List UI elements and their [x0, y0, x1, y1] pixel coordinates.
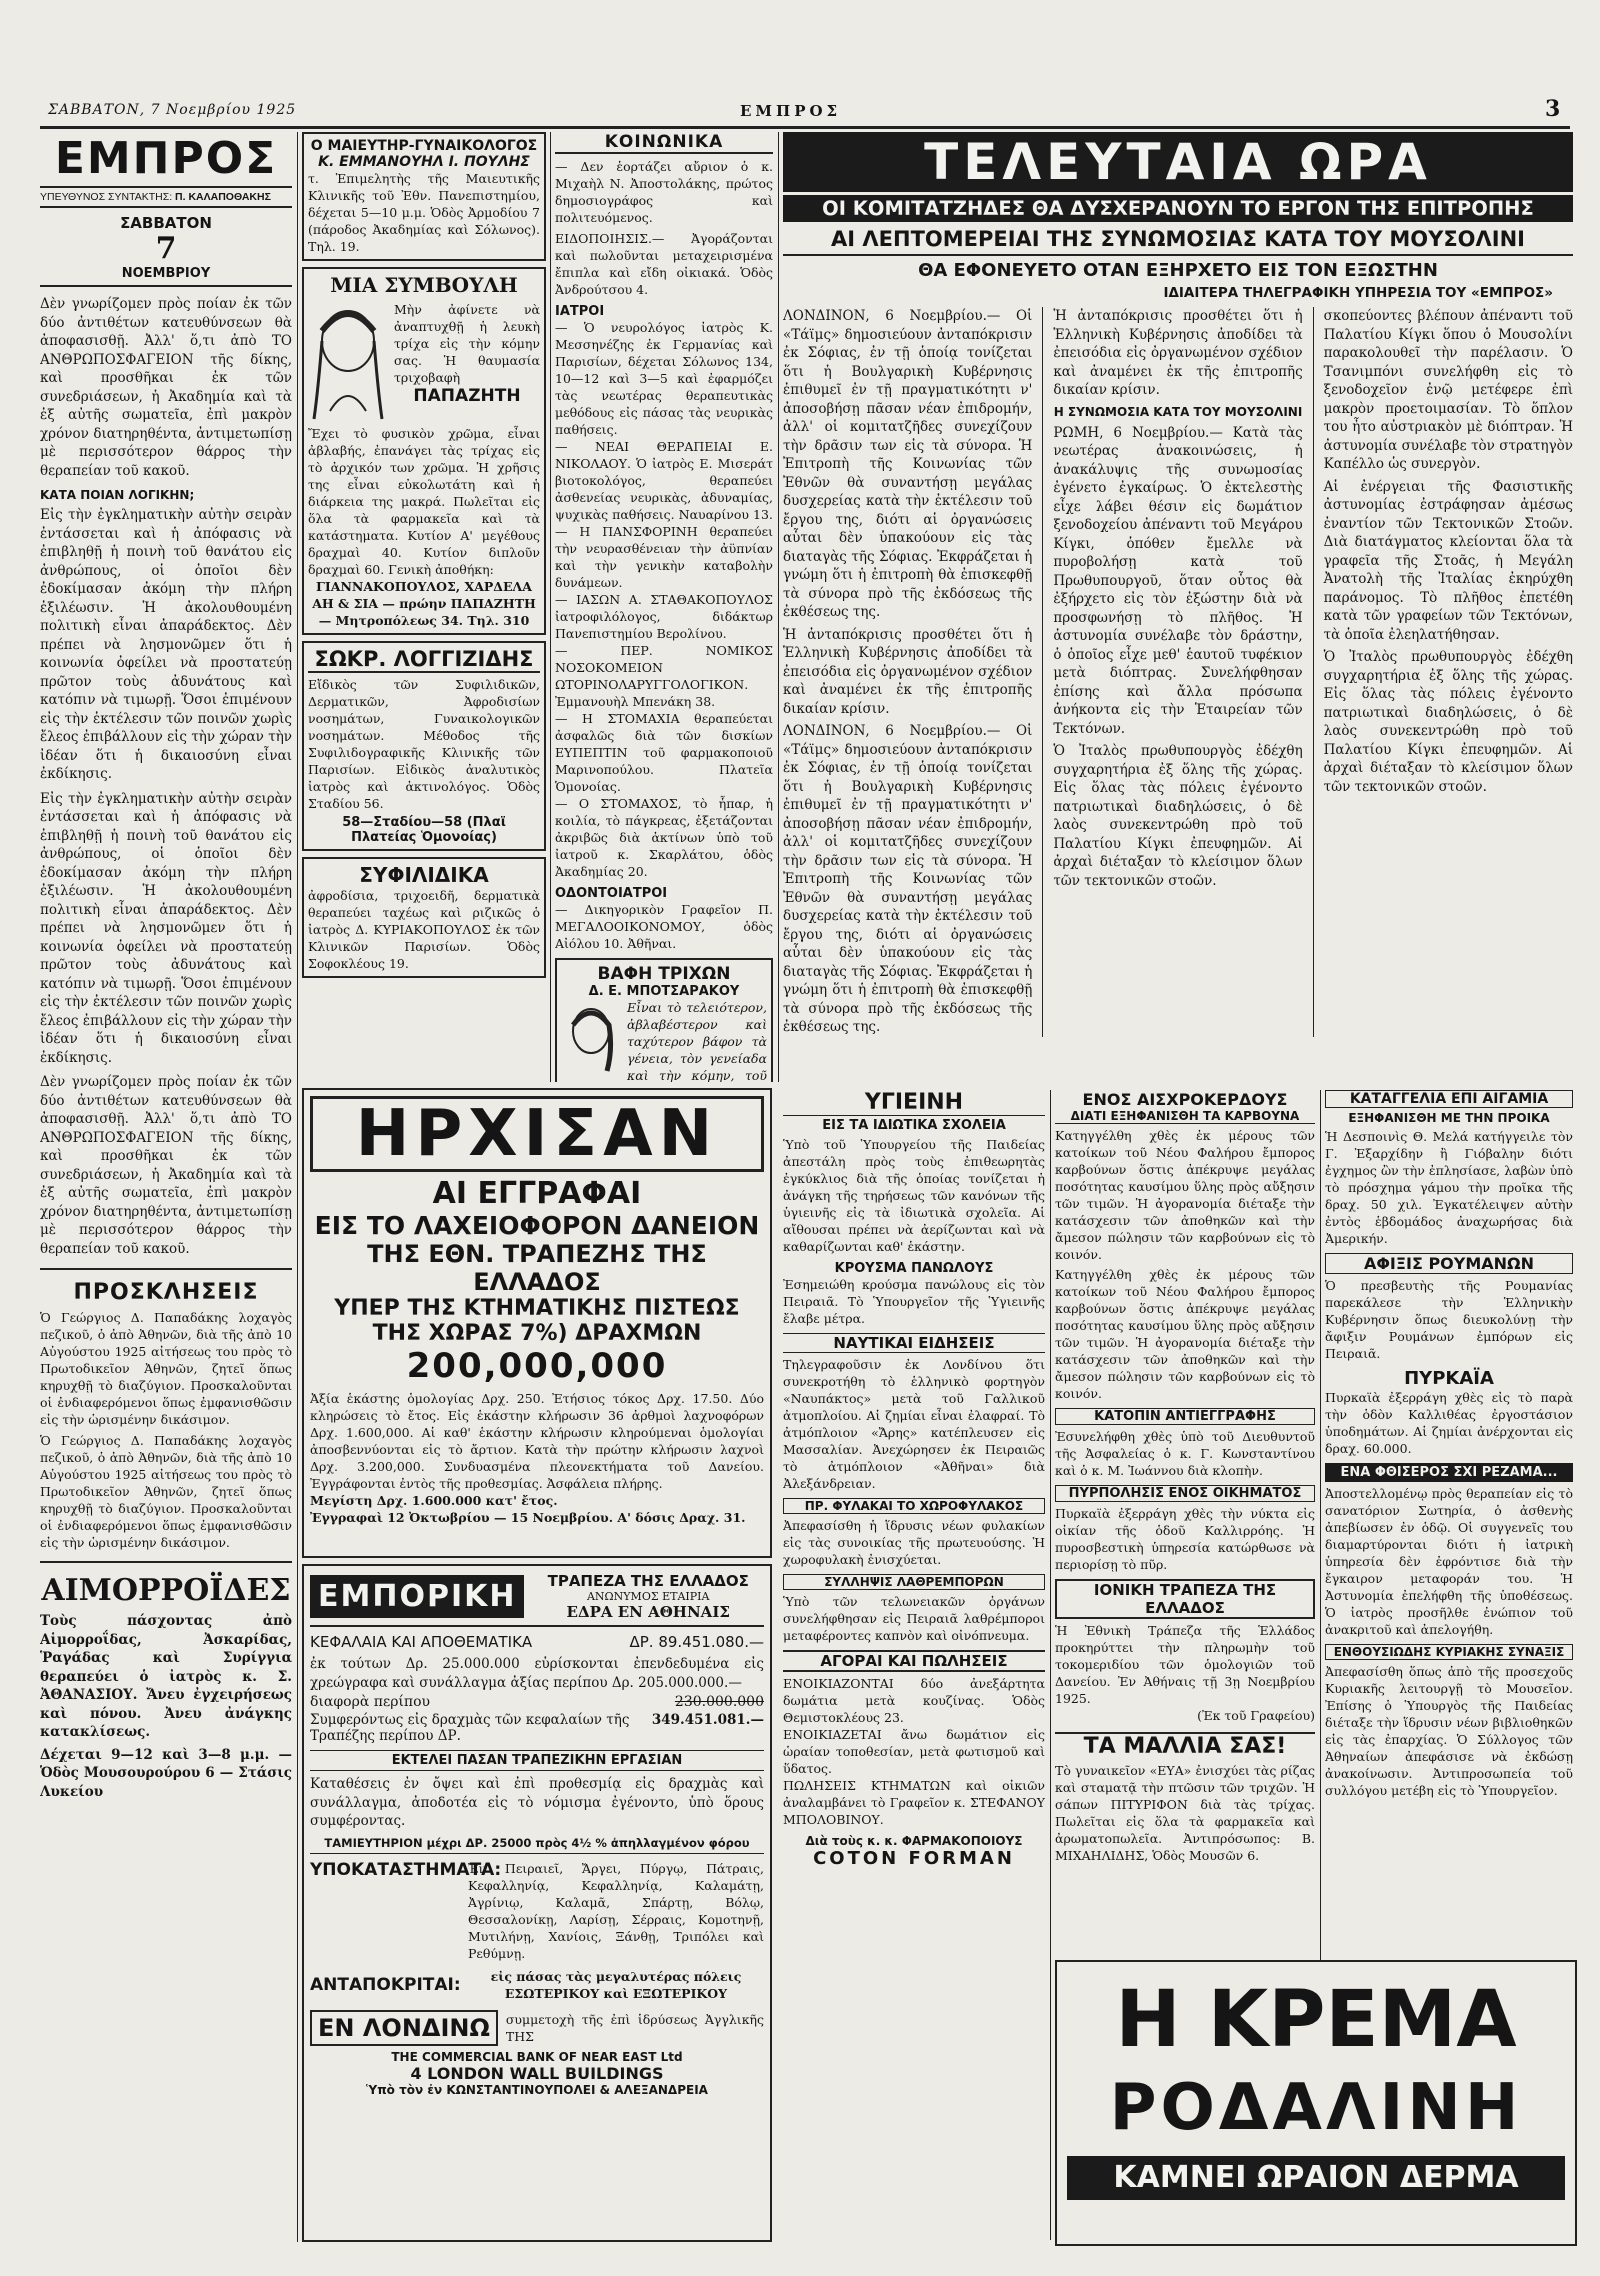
service-line: ΙΔΙΑΙΤΕΡΑ ΤΗΛΕΓΡΑΦΙΚΗ ΥΠΗΡΕΣΙΑ ΤΟΥ «ΕΜΠΡΟΣ» — [1163, 285, 1553, 301]
masthead-editor-name: Π. ΚΑΛΑΠΟΘΑΚΗΣ — [175, 191, 271, 203]
emporiki-title: ΕΜΠΟΡΙΚΗ — [310, 1575, 524, 1618]
column-3 — [555, 132, 773, 1082]
ad-advice-body: Ἔχει τὸ φυσικὸν χρῶμα, εἶναι ἀβλαβής, ἐπανάγει τὰς τρίχας εἰς τὸ ἀρχικόν των χρῶμα. Ἡ χρῆσις της εἶναι εὐκολωτάτη καὶ ἡ διάρκεια της μακρά. Πωλεῖται εἰς ὅλα τὰ φαρμακεῖα καὶ τὰ κατάστηματα. Κυτίον Α' μεγέθους δραχμαὶ 40. Κυτίον διπλοῦν δραχμαὶ 60. Γενικὴ ἀποθήκη: — [308, 426, 540, 577]
col1-body-text-2: Εἰς τὴν ἐγκληματικὴν αὐτὴν σειρὰν ἐντάσσεται καὶ ἡ ἀπόφασις νὰ ἐπιβληθῇ ἡ ποινὴ τοῦ θανάτου εἰς ἀνθρώπους, οἱ ὁποῖοι δὲν ἐδοκίμασαν ἀκόμη τὴν πλήρη ἐξιλέωσιν. Ἡ ἀκολουθουμένη πολιτικὴ εἶναι ἀπαράδεκτος. Δὲν πρέπει νὰ λησμονῶμεν ὅτι ἡ κοινωνία ὀφείλει νὰ προστατεύῃ πρῶτον τοὺς ἀδυνάτους καὶ κατόπιν νὰ τιμωρῇ. Ὅσοι ἐπιμένουν εἰς τὴν ἐκτέλεσιν τῶν ποινῶν χωρὶς ἔλεος ἐπιβάλλουν εἰς τὴν χώραν τὴν ἰδέαν ὅτι ἡ δικαιοσύνη εἶναι ἐκδίκησις. — [40, 790, 292, 1066]
market-title: ΑΓΟΡΑΙ ΚΑΙ ΠΩΛΗΣΕΙΣ — [783, 1650, 1045, 1672]
loan-ad-line-4: ΥΠΕΡ ΤΗΣ ΚΤΗΜΑΤΙΚΗΣ ΠΙΣΤΕΩΣ — [334, 1296, 740, 1321]
col1-subhead: ΚΑΤΑ ΠΟΙΑΝ ΛΟΓΙΚΗΝ; — [40, 488, 195, 502]
pyrkaia-text: Πυρκαϊὰ ἐξερράγη χθὲς εἰς τὸ παρὰ τὴν ὁδὸν Καλλιθέας ἐργοστάσιον ὑποδημάτων. Αἱ ζημίαι ἀνέρχονται εἰς δραχ. 60.000. — [1325, 1390, 1573, 1456]
loan-ad-details: Ἀξία ἑκάστης ὁμολογίας Δρχ. 250. Ἐτήσιος τόκος Δρχ. 17.50. Δύο κληρώσεις τὸ ἔτος. Εἰς ἑκάστην κλήρωσιν 36 ἀρθμοὶ λαχνοφόρων Δρχ. 1.600,000. Αἱ καθ' ἑκάστην κλήρωσιν κληρούμεναι ὁμολογίαι ἀποσβεννύονται εἰς τὸ ἄρτιον. Κατὰ τὴν πρώτην κλήρωσιν λαχνοὶ Δρχ. 3.200,000. Συνδυασμένα πλεονεκτήματα τοῦ Δανείου. Ἐγγράφονται ἐντὸς τῆς προθεσμίας. Ἀσφάλεια πλήρης. — [310, 1391, 764, 1491]
last-hour-story-2: ΡΩΜΗ, 6 Νοεμβρίου.— Κατὰ τὰς νεωτέρας ἀνακοινώσεις, ἡ ἀνακάλυψις τῆς συνωμοσίας ἐγένετο ἐγκαίρως. Ὁ ἐκτελεστὴς εἶχε λάβει θέσιν εἰς δωμάτιον ξενοδοχείου ἀπέναντι τοῦ Μεγάρου Κίγκι, ὁπόθεν ἔμελλε νὰ πυροβολήσῃ κατὰ τοῦ Πρωθυπουργοῦ, ὅταν οὗτος θὰ ἐξήρχετο εἰς τὸν ἐξώστην διὰ νὰ προσφωνήσῃ τὸ πλῆθος. Ἡ ἀστυνομία συνέλαβε τὸν δράστην, ὁ ὁποῖος εἶχε μεθ' ἑαυτοῦ τυφέκιον μετὰ διόπτρας. Συνελήφθησαν ἐπίσης καὶ ἄλλα πρόσωπα ἀνήκοντα εἰς τὴν Ἑταιρείαν τῶν Τεκτόνων. — [1053, 424, 1303, 737]
ugly-subtitle: ΔΙΑΤΙ ΕΞΗΦΑΝΙΣΘΗ ΤΑ ΚΑΡΒΟΥΝΑ — [1055, 1109, 1315, 1124]
hygiene-subtitle: ΕΙΣ ΤΑ ΙΔΙΩΤΙΚΑ ΣΧΟΛΕΙΑ — [822, 1118, 1006, 1133]
dentist-section-title: ΟΔΟΝΤΟΙΑΤΡΟΙ — [555, 886, 668, 901]
ugly-text-2: Κατηγγέλθη χθὲς ἐκ μέρους τῶν κατοίκων τοῦ Νέου Φαλήρου ἔμπορος καρβούνων ὅστις ἀπέκρυψε μεγάλας ποσότητας καυσίμου ὕλης πρὸς αὔξησιν τῶν τιμῶν. Ἡ ἀγορανομία διέταξε τὴν κατάσχεσιν τῶν ἀποθηκῶν καὶ τὴν ἄμεσον πώλησιν τῶν καρβούνων εἰς τὸ κοινόν. — [1055, 1267, 1315, 1401]
kato-title: ΚΑΤΟΠΙΝ ΑΝΤΙΕΓΓΡΑΦΗΣ — [1055, 1408, 1315, 1425]
ugly-title: ΕΝΟΣ ΑΙΣΧΡΟΚΕΡΔΟΥΣ — [1082, 1090, 1288, 1109]
col1-notices-text-2: Ὁ Γεώργιος Δ. Παπαδάκης λοχαγὸς πεζικοῦ, ὁ ἀπὸ Ἀθηνῶν, διὰ τῆς ἀπὸ 10 Αὐγούστου 1925 αἰτήσεως του πρὸς τὸ Πρωτοδικεῖον Ἀθηνῶν, ζητεῖ ὅπως κηρυχθῇ τὸ διαζύγιον. Προσκαλοῦνται οἱ ἐνδιαφερόμενοι ὅπως ἐμφανισθῶσιν εἰς τὴν ὡρισμένην δικάσιμον. — [40, 1433, 292, 1550]
bank-title: ΙΟΝΙΚΗ ΤΡΑΠΕΖΑ ΤΗΣ ΕΛΛΑΔΟΣ — [1055, 1579, 1315, 1619]
headline-2: ΑΙ ΛΕΠΤΟΜΕΡΕΙΑΙ ΤΗΣ ΣΥΝΩΜΟΣΙΑΣ ΚΑΤΑ ΤΟΥ ΜΟΥΣΟΛΙΝΙ — [783, 227, 1573, 256]
ad-hair-dye-title: ΒΑΦΗ ΤΡΙΧΩΝ — [597, 964, 731, 984]
loan-ad-jackpot: Μεγίστη Δρχ. 1.600.000 κατ' ἔτος. — [310, 1493, 558, 1508]
emporiki-total-label: Συμφερόντως εἰς δραχμὰς τῶν κεφαλαίων τῆς Τραπέζης περίπου ΔΡ. — [310, 1712, 630, 1744]
emporiki-right-2: ΑΝΩΝΥΜΟΣ ΕΤΑΙΡΙΑ — [586, 1590, 710, 1603]
loan-ad — [302, 1088, 772, 1558]
column-divider-4 — [1050, 1090, 1051, 2240]
social-section-title: ΚΟΙΝΩΝΙΚΑ — [555, 132, 773, 154]
emporiki-london-text: συμμετοχὴ τῆς ἐπὶ ἱδρύσεως Ἀγγλικῆς ΤΗΣ — [505, 2011, 764, 2044]
kato-text: Ἐσυνελήφθη χθὲς ὑπὸ τοῦ Διευθυντοῦ τῆς Ἀσφαλείας ὁ κ. Γ. Κωνσταντίνου καὶ ὁ κ. Μ. Ἰωάννου διὰ κλοπὴν. — [1055, 1429, 1315, 1478]
bank-sign: (Ἐκ τοῦ Γραφείου) — [1197, 1708, 1315, 1723]
col1-body-text: Εἰς τὴν ἐγκληματικὴν αὐτὴν σειρὰν ἐντάσσεται καὶ ἡ ἀπόφασις νὰ ἐπιβληθῇ ἡ ποινὴ τοῦ θανάτου εἰς ἀνθρώπους, οἱ ὁποῖοι δὲν ἐδοκίμασαν ἀκόμη τὴν πλήρη ἐξιλέωσιν. Ἡ ἀκολουθουμένη πολιτικὴ εἶναι ἀπαράδεκτος. Δὲν πρέπει νὰ λησμονῶμεν ὅτι ἡ κοινωνία ὀφείλει νὰ προστατεύῃ πρῶτον τοὺς ἀδυνάτους καὶ κατόπιν νὰ τιμωρῇ. Ὅσοι ἐπιμένουν εἰς τὴν ἐκτέλεσιν τῶν ποινῶν χωρὶς ἔλεος ἐπιβάλλουν εἰς τὴν χώραν τὴν ἰδέαν ὅτι ἡ δικαιοσύνη εἶναι ἐκδίκησις. — [40, 507, 292, 782]
trial-text: Ἡ Δεσποινὶς Θ. Μελά κατήγγειλε τὸν Γ. Ἐξαρχίδην ἢ Γιόβαλην διότι ἐγχημος ὢν τὴν ἐπλησίασε, λαβὼν ὑπὸ τὸ πρόσχημα γάμου τὴν προῖκα τῆς δραχ. 50 χιλ. Ἐγκατέλειψεν αὐτὴν ἐντὸς ἑβδομάδος ἀναχωρήσας διὰ Ἀμερικήν. — [1325, 1129, 1573, 1246]
trial-subtitle: ΕΞΗΦΑΝΙΣΘΗ ΜΕ ΤΗΝ ΠΡΟΙΚΑ — [1348, 1111, 1550, 1125]
emporiki-london-bank: THE COMMERCIAL BANK OF NEAR EAST Ltd — [391, 2049, 683, 2064]
column-divider-3 — [778, 132, 779, 1082]
pyrkaia-title: ΠΥΡΚΑΪΑ — [1404, 1368, 1494, 1389]
medical-section-title: ΙΑΤΡΟΙ — [555, 304, 605, 319]
emporiki-bank-ad — [302, 1564, 772, 2242]
dentist-text: — Δικηγορικὸν Γραφεῖον Π. ΜΕΓΑΛΟΟΙΚΟΝΟΜΟΥ, ὁδὸς Αἰόλου 10. Ἀθῆναι. — [555, 902, 773, 951]
ad-gynecologist-title: Ο ΜΑΙΕΥΤΗΡ-ΓΥΝΑΙΚΟΛΟΓΟΣ — [310, 138, 538, 154]
last-hour-banner: ΤΕΛΕΥΤΑΙΑ ΩΡΑ — [783, 132, 1573, 192]
masthead-editor-label: ΥΠΕΥΘΥΝΟΣ ΣΥΝΤΑΚΤΗΣ: — [40, 191, 173, 203]
woman-profile-icon — [561, 999, 621, 1079]
header-date: ΣΑΒΒΑΤΟΝ, 7 Νοεμβρίου 1925 — [48, 102, 297, 118]
right-intro-text-2: Αἱ ἐνέργειαι τῆς Φασιστικῆς ἀστυνομίας ἐστράφησαν ἀμέσως ἐναντίον τῶν Τεκτονικῶν Στοῶν. Διὰ διατάγματος κλείονται ὅλα τὰ γραφεῖα τῆς Στοᾶς, ἡ Μεγάλη Ἀνατολὴ τῆς Ἰταλίας ἐκηρύχθη παράνομος. Τὸ πλῆθος ἐπετέθη κατὰ τῶν γραφείων τῶν Τεκτόνων, τὰ ὁποῖα ἐλεηλατήθησαν. — [1323, 478, 1573, 643]
col1-divider-1 — [40, 1268, 292, 1270]
market-text: ΕΝΟΙΚΙΑΖΟΝΤΑΙ δύο ἀνεξάρτητα δωμάτια μετὰ κουζίνας. Ὁδὸς Θεμιστοκλέους 23. ΕΝΟΙΚΙΑΖΕΤΑΙ ἄνω δωμάτιον εἰς ὡραίαν τοποθεσίαν, μετὰ φωτισμοῦ καὶ ὕδατος. ΠΩΛΗΣΕΙΣ ΚΤΗΜΑΤΩΝ καὶ οἰκιῶν ἀναλαμβάνει τὸ Γραφεῖον κ. ΣΤΕΦΑΝΟΥ ΜΠΟΛΟΒΙΝΟΥ. — [783, 1676, 1045, 1827]
loan-ad-line-3: ΤΗΣ ΕΘΝ. ΤΡΑΠΕΖΗΣ ΤΗΣ ΕΛΛΑΔΟΣ — [367, 1240, 707, 1296]
ad-longizidis — [302, 641, 546, 851]
ad-advice-shop: ΓΙΑΝΝΑΚΟΠΟΥΛΟΣ, ΧΑΡΔΕΛΑ ΑΗ & ΣΙΑ — πρώην ΠΑΠΑΖΗΤΗ — Μητροπόλεως 34. Τηλ. 310 — [312, 579, 536, 628]
ad-advice-brand: ΠΑΠΑΖΗΤΗ — [413, 386, 521, 406]
emporiki-capital-value: ΔΡ. 89.451.080.— — [629, 1633, 764, 1651]
ad-syphilis-text: ἀφροδίσια, τριχοειδῆ, δερματικὰ θεραπεύει ταχέως καὶ ριζικῶς ὁ ἰατρὸς Δ. ΚΥΡΙΑΚΟΠΟΥΛΟΣ ἐκ τῶν Κλινικῶν Παρισίων. Ὁδὸς Σοφοκλέους 19. — [308, 888, 540, 971]
krousma-text: Ἐσημειώθη κρούσμα πανώλους εἰς τὸν Πειραιᾶ. Τὸ Ὑπουργεῖον τῆς Ὑγιεινῆς ἔλαβε μέτρα. — [783, 1277, 1045, 1326]
column-divider-1 — [297, 132, 298, 2242]
engage-text: Ἀπεφασίσθη ὅπως ἀπὸ τῆς προσεχοῦς Κυριακῆς λειτουργῇ τὸ Μουσεῖον. Ἐπίσης ὁ Ὑπουργὸς τῆς Παιδείας διέταξε τὴν ἵδρυσιν νέων βιβλιοθηκῶν εἰς τὰς ἐπαρχίας. Ὁ Σύλλογος τῶν Ἀθηναίων ἀπεφάσισε νὰ ἐκδώσῃ ἀνακοίνωσιν. Ἀντιπροσωπεία τοῦ συλλόγου μετέβη εἰς τὸ Ὑπουργεῖον. — [1325, 1664, 1573, 1798]
headline-1: ΟΙ ΚΟΜΙΤΑΤΖΗΔΕΣ ΘΑ ΔΥΣΧΕΡΑΝΟΥΝ ΤΟ ΕΡΓΟΝ ΤΗΣ ΕΠΙΤΡΟΠΗΣ — [783, 195, 1573, 222]
last-hour-story-1d: Ἡ ἀνταπόκρισις προσθέτει ὅτι ἡ Ἑλληνικὴ Κυβέρνησις ἀποδίδει τὰ ἐπεισόδια εἰς ὀργανωμένον σχέδιον καὶ ἀναμένει ἐκ τῆς ἐπιτροπῆς δικαίαν κρίσιν. — [1053, 308, 1303, 398]
emporiki-london-address: 4 LONDON WALL BUILDINGS — [410, 2063, 664, 2083]
krousma-title: ΚΡΟΥΣΜΑ ΠΑΝΩΛΟΥΣ — [834, 1261, 994, 1276]
ad-advice — [302, 267, 546, 635]
emporiki-corr-text: εἰς πάσας τὰς μεγαλυτέρας πόλεις ΕΣΩΤΕΡΙΚΟΥ καὶ ΕΞΩΤΕΡΙΚΟΥ — [490, 1968, 742, 2001]
emporiki-right-1: ΤΡΑΠΕΖΑ ΤΗΣ ΕΛΛΑΔΟΣ — [547, 1572, 749, 1590]
social-notices: ΕΙΔΟΠΟΙΗΣΙΣ.— Ἀγοράζονται καὶ πωλοῦνται μεταχειρισμένα ἔπιπλα καὶ εἴδη οἰκιακά. Ὁδὸς Ἀνδρούτσου 4. — [555, 231, 773, 297]
romanians-title: ΑΦΙΞΙΣ ΡΟΥΜΑΝΩΝ — [1325, 1253, 1573, 1274]
loan-ad-line-5: ΤΗΣ ΧΩΡΑΣ 7%) ΔΡΑΧΜΩΝ — [372, 1321, 702, 1346]
hair-title: ΤΑ ΜΑΛΛΙΑ ΣΑΣ! — [1055, 1732, 1315, 1759]
last-hour-story-1: ΛΟΝΔΙΝΟΝ, 6 Νοεμβρίου.— Οἱ «Τάϊμς» δημοσιεύουν ἀνταπόκρισιν ἐκ Σόφιας, ἐν τῇ ὁποίᾳ τονίζεται ὅτι ἡ Βουλγαρικὴ Κυβέρνησις ἐπιθυμεῖ ἐν τῇ πραγματικότητι ν' ἀποσοβήσῃ πᾶσαν νέαν ἐπιδρομήν, ἀλλ' οἱ κομιτατζῆδες συνεχίζουν τὴν δρᾶσιν των εἰς τὰ σύνορα. Ἡ Ἐπιτροπὴ τῆς Κοινωνίας τῶν Ἐθνῶν θὰ συναντήσῃ μεγάλας δυσχερείας κατὰ τὴν ἐκτέλεσιν τοῦ ἔργου της, διότι αἱ ὀργανώσεις αὗται δὲν ὑπακούουν εἰς τὰς διαταγὰς τῆς Σόφιας. Ἐκφράζεται ἡ γνώμη ὅτι ἡ ἐπιτροπὴ θὰ ἐπισκεφθῇ τὰ σύνορα πρὸ τῆς ἐκδόσεως τῆς ἐκθέσεως της. — [783, 308, 1033, 620]
guard-text: Ἀπεφασίσθη ἡ ἵδρυσις νέων φυλακίων εἰς τὰς συνοικίας τῆς πρωτευούσης. Ἡ χωροφυλακὴ ἐνισχύεται. — [783, 1518, 1045, 1567]
masthead-day-number: 7 — [155, 231, 177, 266]
ad-syphilis-title: ΣΥΦΙΛΙΔΙΚΑ — [359, 863, 489, 887]
column-1 — [40, 132, 292, 2252]
col1-divider-2 — [40, 1561, 292, 1563]
hygiene-title: ΥΓΙΕΙΝΗ — [783, 1090, 1045, 1116]
loan-ad-line-1: ΑΙ ΕΓΓΡΑΦΑΙ — [432, 1176, 642, 1211]
masthead-date-block — [40, 208, 292, 287]
col1-body-text-3: Δὲν γνωρίζομεν πρὸς ποίαν ἐκ τῶν δύο ἀντιθέτων κατευθύνσεων θὰ ἀποφασισθῇ. Ἀλλ' ὅ,τι ἀπὸ ΤΟ ΑΝΘΡΩΠΟΣΦΑΓΕΙΟΝ τῆς δίκης, καὶ προσθῆκαι ἐκ τῶν συνεδριάσεων, ἡ Ἀκαδημία καὶ τὰ ἐξ αὐτῆς σωματεῖα, ἐπὶ μακρὸν χρόνον διατηρηθέντα, ἀντιμετωπίσῃ μὲ περισσότερον θάρρος τὴν θεραπείαν τοῦ κακοῦ. — [40, 1074, 292, 1257]
doctor-text: Ἀποστελλομένῳ πρὸς θεραπείαν εἰς τὸ σανατόριον Σωτηρία, ὁ ἀσθενὴς ἀπεβίωσεν ἐν ὁδῷ. Οἱ συγγενεῖς του διαμαρτύρονται διότι ἡ ἰατρικὴ ὑπηρεσία δὲν ἐφρόντισε διὰ τὴν ἔγκαιρον μεταφοράν του. Ἡ Ἀστυνομία ἐπελήφθη τῆς ὑποθέσεως. Ὁ ἰατρὸς προσῆλθε ἐνώπιον τοῦ ἀνακριτοῦ καὶ ἀπελογήθη. — [1325, 1486, 1573, 1637]
ad-advice-title: ΜΙΑ ΣΥΜΒΟΥΛΗ — [330, 273, 518, 297]
hygiene-text: Ὑπὸ τοῦ Ὑπουργείου τῆς Παιδείας ἀπεστάλη πρὸς τοὺς ἐπιθεωρητὰς ἐγκύκλιος διὰ τῆς ὁποίας τονίζεται ἡ ἀνάγκη τῆς τηρήσεως τῶν κανόνων τῆς ὑγιεινῆς εἰς τὰ ἰδιωτικὰ σχολεῖα. Αἱ αἴθουσαι πρέπει νὰ ἀερίζωνται καὶ νὰ καθαρίζωνται καθ' ἑκάστην. — [783, 1137, 1045, 1254]
emporiki-branches: Ἐν Πειραιεῖ, Ἄργει, Πύργῳ, Πάτραις, Κεφαλληνίᾳ, Κεφαλληνίᾳ, Καλαμάτῃ, Ἀγρίνιῳ, Καλαμᾶ, Σπάρτῃ, Βόλῳ, Θεσσαλονίκῃ, Λαρίσῃ, Σέρραις, Κομοτηνῇ, Μυτιλήνῃ, Χανίοις, Ξάνθῃ, Τριπόλει καὶ Ρεθύμνῃ. — [468, 1860, 764, 1961]
column-2 — [302, 132, 546, 1082]
last-hour-story-2-head: Η ΣΥΝΩΜΟΣΙΑ ΚΑΤΑ ΤΟΥ ΜΟΥΣΟΛΙΝΙ — [1053, 404, 1303, 419]
social-text: — Δεν ἑορτάζει αὔριον ὁ κ. Μιχαὴλ Ν. Ἀποστολάκης, πρώτος δημοσιογράφος καὶ πολιτευόμενος. — [555, 159, 773, 225]
krema-rodalini-ad — [1055, 1960, 1577, 2246]
ad-gynecologist-name: Κ. ΕΜΜΑΝΟΥΗΛ Ι. ΠΟΥΛΗΣ — [318, 154, 530, 170]
loan-ad-title: ΗΡΧΙΣΑΝ — [310, 1096, 764, 1172]
emporiki-capital-label: ΚΕΦΑΛΑΙΑ ΚΑΙ ΑΠΟΘΕΜΑΤΙΚΑ — [310, 1633, 533, 1651]
ad-hair-dye — [555, 958, 773, 1082]
trial-title: ΚΑΤΑΓΓΕΛΙΑ ΕΠΙ ΑΙΓΑΜΙΑ — [1325, 1090, 1573, 1108]
masthead-month: ΝΟΕΜΒΡΙΟΥ — [121, 266, 211, 281]
emporiki-london-label: ΕΝ ΛΟΝΔΙΝΩ — [310, 2010, 498, 2046]
guard-title: ΠΡ. ΦΥΛΑΚΑΙ ΤΟ ΧΩΡΟΦΥΛΑΚΟΣ — [783, 1498, 1045, 1514]
ad-syphilis — [302, 857, 546, 978]
fire-title: ΠΥΡΠΟΛΗΣΙΣ ΕΝΟΣ ΟΙΚΗΜΑΤΟΣ — [1055, 1485, 1315, 1502]
column-divider-2 — [550, 132, 551, 1082]
ad-longizidis-address: 58—Σταδίου—58 (Πλαϊ Πλατείας Ὁμονοίας) — [342, 815, 506, 845]
last-hour-story-1c: ΛΟΝΔΙΝΟΝ, 6 Νοεμβρίου.— Οἱ «Τάϊμς» δημοσιεύουν ἀνταπόκρισιν ἐκ Σόφιας, ἐν τῇ ὁποίᾳ τονίζεται ὅτι ἡ Βουλγαρικὴ Κυβέρνησις ἐπιθυμεῖ ἐν τῇ πραγματικότητι ν' ἀποσοβήσῃ πᾶσαν νέαν ἐπιδρομήν, ἀλλ' οἱ κομιτατζῆδες συνεχίζουν τὴν δρᾶσιν των εἰς τὰ σύνορα. Ἡ Ἐπιτροπὴ τῆς Κοινωνίας τῶν Ἐθνῶν θὰ συναντήσῃ μεγάλας δυσχερείας κατὰ τὴν ἐκτέλεσιν τοῦ ἔργου της, διότι αἱ ὀργανώσεις αὗται δὲν ὑπακούουν εἰς τὰς διαταγὰς τῆς Σόφιας. Ἐκφράζεται ἡ γνώμη ὅτι ἡ ἐπιτροπὴ θὰ ἐπισκεφθῇ τὰ σύνορα πρὸ τῆς ἐκδόσεως τῆς ἐκθέσεως της. — [783, 723, 1033, 1035]
col1-ad-hours: Δέχεται 9—12 καὶ 3—8 μ.μ. — Ὁδὸς Μουσουρούρου 6 — Στάσις Λυκείου — [40, 1746, 292, 1800]
ad-advice-text: Μὴν ἀφίνετε νὰ ἀναπτυχθῇ ἡ λευκὴ τρίχα εἰς τὴν κόμην σας. Ἡ θαυμασία τριχοβαφὴ — [394, 302, 540, 385]
header-page-number: 3 — [1545, 96, 1562, 122]
emporiki-right-3: ΕΔΡΑ ΕΝ ΑΘΗΝΑΙΣ — [566, 1603, 730, 1621]
arrest-title: ΣΥΛΛΗΨΙΣ ΛΑΘΡΕΜΠΟΡΩΝ — [783, 1574, 1045, 1590]
doctor-title: ΕΝΑ ΦΘΙΣΕΡΟΣ ΣΧΙ ΡΕΖΑΜΑ... — [1325, 1463, 1573, 1482]
col1-ad-title: ΑΙΜΟΡΡΟΪΔΕΣ — [41, 1573, 291, 1608]
mid-column-a — [783, 1090, 1045, 2240]
emporiki-capital-text: ἐκ τούτων Δρ. 25.000.000 εὑρίσκονται ἐπενδεδυμένα εἰς χρεώγραφα καὶ συνάλλαγμα ἀξίας περίπου Δρ. 205.000.000.— — [310, 1656, 764, 1691]
pharmacy-brand: COTON FORMAN — [813, 1848, 1015, 1869]
last-hour-section — [783, 132, 1573, 1082]
emporiki-diff-label: διαφορὰ περίπου — [310, 1694, 431, 1710]
ad-longizidis-text: Εἴδικὸς τῶν Συφιλιδικῶν, Δερματικῶν, Ἀφροδισίων νοσημάτων, Γυναικολογικῶν νοσημάτων. Μέθοδος τῆς Συφιλιδογραφικῆς Κλινικῆς τῶν Παρισίων. Εἰδικὸς ἀναλυτικὸς ἰατρὸς καὶ ἀκτινολόγος. Ὁδὸς Σταδίου 56. — [308, 677, 540, 811]
emporiki-savings: ΤΑΜΙΕΥΤΗΡΙΟΝ μέχρι ΔΡ. 25000 πρὸς 4½ % ἀπηλλαγμένον φόρου — [310, 1836, 764, 1854]
emporiki-corr-label: ΑΝΤΑΠΟΚΡΙΤΑΙ: — [310, 1974, 461, 1995]
last-hour-story-2b: Ὁ Ἰταλὸς πρωθυπουργὸς ἐδέχθη συγχαρητήρια ἐξ ὅλης τῆς χώρας. Εἰς ὅλας τὰς πόλεις ἐγένοντο πατριωτικαὶ διαδηλώσεις, ὁ δὲ λαὸς συνεκεντρώθη πρὸ τοῦ Παλατίου Κίγκι ἐπευφημῶν. Αἱ ἀρχαὶ διέταξαν τὸ κλείσιμον ὅλων τῶν τεκτονικῶν στοῶν. — [1053, 743, 1303, 889]
col1-notices-text: Ὁ Γεώργιος Δ. Παπαδάκης λοχαγὸς πεζικοῦ, ὁ ἀπὸ Ἀθηνῶν, διὰ τῆς ἀπὸ 10 Αὐγούστου 1925 αἰτήσεως του πρὸς τὸ Πρωτοδικεῖον Ἀθηνῶν, ζητεῖ ὅπως κηρυχθῇ τὸ διαζύγιον. Προσκαλοῦνται οἱ ἐνδιαφερόμενοι ὅπως ἐμφανισθῶσιν εἰς τὴν ὡρισμένην δικάσιμον. — [40, 1310, 292, 1427]
loan-ad-line-2: ΕΙΣ ΤΟ ΛΑΧΕΙΟΦΟΡΟΝ ΔΑΝΕΙΟΝ — [314, 1211, 760, 1240]
naval-title: ΝΑΥΤΙΚΑΙ ΕΙΔΗΣΕΙΣ — [783, 1333, 1045, 1353]
naval-text: Τηλεγραφοῦσιν ἐκ Λονδίνου ὅτι συνεκροτήθη τὸ ἑλληνικὸ φορτηγὸν «Ναυπάκτος» μετὰ τοῦ Γαλλικοῦ ἀτμοπλοίου. Αἱ ζημίαι εἶναι ἐλαφραί. Τὸ ἀτμόπλοιον «Ἄρης» κατέπλευσεν εἰς Μασσαλίαν. Ἀνεχώρησεν ἐκ Πειραιῶς τὸ ἀτμόπλοιον «Ἀθῆναι» διὰ Ἀλεξάνδρειαν. — [783, 1357, 1045, 1491]
last-hour-story-3: Ὁ Ἰταλὸς πρωθυπουργὸς ἐδέχθη συγχαρητήρια ἐξ ὅλης τῆς χώρας. Εἰς ὅλας τὰς πόλεις ἐγένοντο πατριωτικαὶ διαδηλώσεις, ὁ δὲ λαὸς συνεκεντρώθη πρὸ τοῦ Παλατίου Κίγκι ἐπευφημῶν. Αἱ ἀρχαὶ διέταξαν τὸ κλείσιμον ὅλων τῶν τεκτονικῶν στοῶν. — [1323, 649, 1573, 795]
romanians-text: Ὁ πρεσβευτὴς τῆς Ρουμανίας παρεκάλεσε τὴν Ἑλληνικὴν Κυβέρνησιν ὅπως διευκολύνῃ τὴν ἄφιξιν Ρουμάνων ἐμπόρων εἰς Πειραιᾶ. — [1325, 1278, 1573, 1361]
emporiki-services-title: ΕΚΤΕΛΕΙ ΠΑΣΑΝ ΤΡΑΠΕΖΙΚΗΝ ΕΡΓΑΣΙΑΝ — [310, 1750, 764, 1771]
ad-hair-dye-text: Εἶναι τὸ τελειότερον, ἀβλαβέστερον καὶ ταχύτερον βάφον τὰ γένεια, τὸν γενείαδα καὶ τὴν κόμην, τοῦ — [627, 1000, 767, 1082]
krema-title: Η ΚΡΕΜΑ — [1115, 1975, 1517, 2065]
woman-portrait-icon — [308, 301, 388, 421]
ad-gynecologist — [302, 132, 546, 261]
masthead-editor — [40, 188, 292, 208]
header-paper-name: ΕΜΠΡΟΣ — [740, 102, 842, 120]
ad-hair-dye-brand: Δ. Ε. ΜΠΟΤΣΑΡΑΚΟΥ — [588, 984, 740, 999]
krema-slogan: ΚΑΜΝΕΙ ΩΡΑΙΟΝ ΔΕΡΜΑ — [1067, 2156, 1565, 2200]
masthead-logo: ΕΜΠΡΟΣ — [40, 132, 292, 188]
header-rule — [40, 126, 1570, 129]
loan-ad-amount: 200,000,000 — [406, 1346, 668, 1386]
ugly-text: Κατηγγέλθη χθὲς ἐκ μέρους τῶν κατοίκων τοῦ Νέου Φαλήρου ἔμπορος καρβούνων ὅστις ἀπέκρυψε μεγάλας ποσότητας καυσίμου ὕλης πρὸς αὔξησιν τῶν τιμῶν. Ἡ ἀγορανομία διέταξε τὴν κατάσχεσιν τῶν ἀποθηκῶν καὶ τὴν ἄμεσον πώλησιν τῶν καρβούνων εἰς τὸ κοινόν. — [1055, 1128, 1315, 1262]
loan-ad-dates: Ἐγγραφαὶ 12 Ὀκτωβρίου — 15 Νοεμβρίου. Α' δόσις Δραχ. 31. — [310, 1510, 746, 1525]
hair-text: Τὸ γυναικεῖον «ΕΥΑ» ἐνισχύει τὰς ρίζας καὶ σταματᾷ τὴν πτῶσιν τῶν τριχῶν. Ἡ σάπων ΠΙΤΥΡΙΦΟΝ διὰ τὰς τρίχας. Πωλεῖται εἰς ὅλα τὰ φαρμακεῖα καὶ ἀρωματοπωλεῖα. Ἀντιπρόσωπος: Β. ΜΙΧΑΗΛΙΔΗΣ, Ὁδὸς Μουσῶν 6. — [1055, 1763, 1315, 1863]
col1-lead-text: Δὲν γνωρίζομεν πρὸς ποίαν ἐκ τῶν δύο ἀντιθέτων κατευθύνσεων θὰ ἀποφασισθῇ. Ἀλλ' ὅ,τι ἀπὸ ΤΟ ΑΝΘΡΩΠΟΣΦΑΓΕΙΟΝ τῆς δίκης, καὶ προσθῆκαι ἐκ τῶν συνεδριάσεων, ἡ Ἀκαδημία καὶ τὰ ἐξ αὐτῆς σωματεῖα, ἐπὶ μακρὸν χρόνον διατηρηθέντα, ἀντιμετωπίσῃ μὲ περισσότερον θάρρος τὴν θεραπείαν τοῦ κακοῦ. — [40, 296, 292, 479]
krema-brand: ΡΟΔΑΛΙΝΗ — [1109, 2071, 1523, 2145]
ad-longizidis-title: ΣΩΚΡ. ΛΟΓΓΙΖΙΔΗΣ — [308, 647, 540, 673]
ad-gynecologist-text: τ. Ἐπιμελητὴς τῆς Μαιευτικῆς Κλινικῆς τοῦ Ἐθν. Πανεπιστημίου, δέχεται 5—10 μ.μ. Ὁδὸς Ἀρμοδίου 7 (πάροδος Ἀκαδημίας καὶ Σόλωνος). Τηλ. 19. — [308, 171, 540, 254]
emporiki-services-text: Καταθέσεις ἐν ὄψει καὶ ἐπὶ προθεσμίᾳ εἰς δραχμὰς καὶ συνάλλαγμα, ἀποδοτέα εἰς τὸ νόμισμα ἐγένοντο, ὑπὸ ὅρους συμφέροντας. — [310, 1776, 764, 1829]
pharmacy-line: Διὰ τοὺς κ. κ. ΦΑΡΜΑΚΟΠΟΙΟΥΣ — [805, 1834, 1023, 1848]
emporiki-diff-value: 230.000.000 — [674, 1694, 764, 1710]
last-hour-story-1b: Ἡ ἀνταπόκρισις προσθέτει ὅτι ἡ Ἑλληνικὴ Κυβέρνησις ἀποδίδει τὰ ἐπεισόδια εἰς ὀργανωμένον σχέδιον καὶ ἀναμένει ἐκ τῆς ἐπιτροπῆς δικαίαν κρίσιν. — [783, 626, 1033, 717]
masthead-day: ΣΑΒΒΑΤΟΝ — [120, 214, 212, 232]
arrest-text: Ὑπὸ τῶν τελωνειακῶν ὀργάνων συνελήφθησαν εἰς Πειραιᾶ λαθρέμποροι μεταφέροντες καπνὸν καὶ οἰνόπνευμα. — [783, 1594, 1045, 1643]
engage-title: ΕΝΘΟΥΣΙΩΔΗΣ ΚΥΡΙΑΚΗΣ ΣΥΝΑΞΙΣ — [1325, 1644, 1573, 1660]
fire-text: Πυρκαϊὰ ἐξερράγη χθὲς τὴν νύκτα εἰς οἰκίαν τῆς ὁδοῦ Καλλιρρόης. Ἡ πυροσβεστικὴ ὑπηρεσία κατώρθωσε νὰ περιορίσῃ τὸ πῦρ. — [1055, 1506, 1315, 1572]
emporiki-branches-label: ΥΠΟΚΑΤΑΣΤΗΜΑΤΑ: — [310, 1859, 502, 1880]
emporiki-constantinople: Ὑπὸ τὸν ἐν ΚΩΝΣΤΑΝΤΙΝΟΥΠΟΛΕΙ & ΑΛΕΞΑΝΔΡΕΙΑ — [366, 2082, 708, 2097]
bank-text: Ἡ Ἐθνικὴ Τράπεζα τῆς Ἑλλάδος προκηρύττει τὴν πληρωμὴν τοῦ τοκομεριδίου τῶν ὁμολογιῶν τοῦ Δανείου. Ἐν Ἀθήναις τῇ 3ῃ Νοεμβρίου 1925. — [1055, 1623, 1315, 1706]
headline-3: ΘΑ ΕΦΟΝΕΥΕΤΟ ΟΤΑΝ ΕΞΗΡΧΕΤΟ ΕΙΣ ΤΟΝ ΕΞΩΣΤΗΝ — [918, 260, 1438, 281]
medical-text: — Ὁ νευρολόγος ἰατρὸς Κ. Μεσσηνέζης ἐκ Γερμανίας καὶ Παρισίων, δέχεται Σόλωνος 134, 10—12 καὶ 3—5 καὶ ἐφαρμόζει τὰς νεωτέρας θεραπευτικὰς μεθόδους εἰς πάσας τὰς νευρικὰς παθήσεις. — ΝΕΑΙ ΘΕΡΑΠΕΙΑΙ Ε. ΝΙΚΟΛΑΟΥ. Ὁ ἰατρὸς Ε. Μισεράτ βιοτοκολόγος, θεραπεύει ἀσθενείας νευρικὰς, ἀδυναμίας, ψυχικὰς παθήσεις. Ναυαρίνου 13. — Η ΠΑΝΣΦΟΡΙΝΗ θεραπεύει τὴν νευρασθένειαν τὴν ἀϋπνίαν καὶ τὴν γενικὴν καταβολὴν δυνάμεων. — ΙΑΣΩΝ Α. ΣΤΑΘΑΚΟΠΟΥΛΟΣ ἰατροφιλόλογος, διδάκτωρ Πανεπιστημίου Βερολίνου. — ΠΕΡ. ΝΟΜΙΚΟΣ ΝΟΣΟΚΟΜΕΙΟΝ ΩΤΟΡΙΝΟΛΑΡΥΓΓΟΛΟΓΙΚΟΝ. Ἐμμανουὴλ Μπενάκη 38. — Η ΣΤΟΜΑΧΙΑ θεραπεύεται ἀσφαλῶς διὰ τῶν δισκίων ΕΥΠΕΠΤΙΝ τοῦ φαρμακοποιοῦ Μαρινοπούλου. Πλατεῖα Ὁμονοίας. — Ο ΣΤΟΜΑΧΟΣ, τὸ ἧπαρ, ἡ κοιλία, τὸ πάγκρεας, ἐξετάζονται ἀκριβῶς διὰ ἀκτίνων ὑπὸ τοῦ ἰατροῦ κ. Σκαρλάτου, ὁδὸς Ἀκαδημίας 20. — [555, 320, 773, 879]
col1-ad-text: Τοὺς πάσχοντας ἀπὸ Αἱμορροΐδας, Ἀσκαρίδας, Ῥαγάδας καὶ Συρίγγια θεραπεύει ὁ ἰατρὸς κ. Σ. ἈΘΑΝΑΣΙΟΥ. Ἄνευ ἐγχειρήσεως καὶ πόνου. Ἀνευ ἀνάγκης κατακλίσεως. — [40, 1613, 292, 1740]
right-intro-text: σκοπεύοντες βλέπουν ἀπέναντι τοῦ Παλατίου Κίγκι ὅπου ὁ Μουσολίνι παρακολουθεῖ τὴν παρέλασιν. Ὁ Τσανιμπόνι συνελήφθη εἰς τὸ ξενοδοχεῖον ἐνῷ μετέφερε ἐπὶ μακρὸν προετοιμασίαν. Τὸ ὅπλον του ἦτο αὐστριακὸν μὲ διόπτραν. Ἡ ἀστυνομία συνέλαβε τὸν στρατηγὸν Καπέλλο ὡς συνεργὸν. — [1323, 308, 1573, 472]
col1-notices-title: ΠΡΟΣΚΛΗΣΕΙΣ — [73, 1280, 259, 1305]
emporiki-total-value: 349.451.081.— — [651, 1712, 764, 1728]
